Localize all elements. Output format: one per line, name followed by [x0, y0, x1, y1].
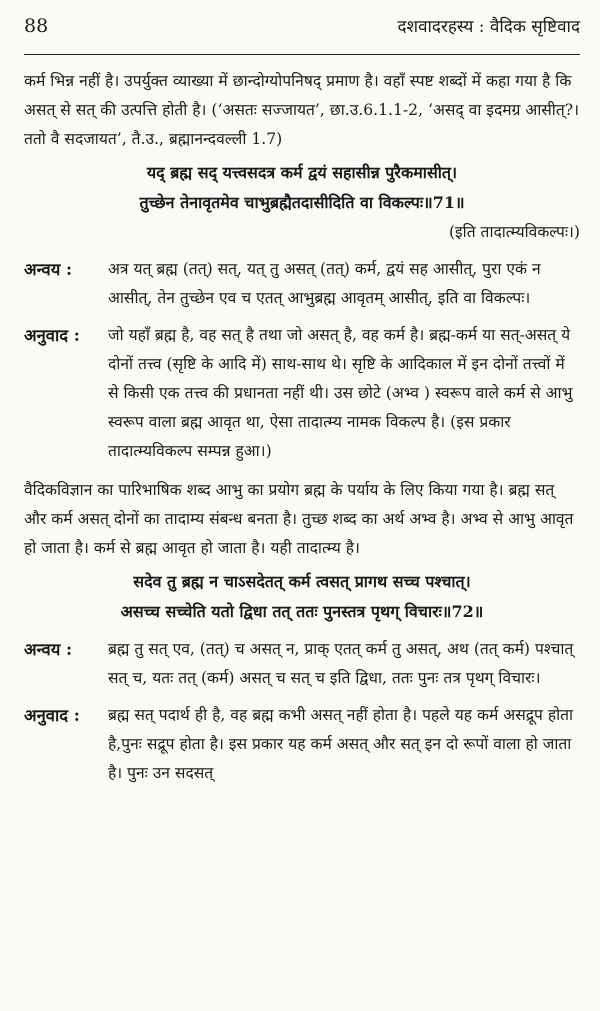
anuvad-72-label: अनुवाद :	[24, 706, 80, 725]
anvaya-71-text: अत्र यत् ब्रह्म (तत्) सत्, यत् तु असत् (तत्) कर्म, द्वयं सह आसीत्, पुरा एकं न आसीत्, तेन तुच्छेन एव च एतत् आभुब्रह्म आवृतम् आसीत्, इति वा विकल्पः।	[108, 260, 541, 307]
page-header	[24, 14, 580, 48]
verse-71-label: (इति तादात्म्यविकल्पः।)	[448, 223, 580, 241]
verse-72	[24, 567, 580, 627]
anvaya-72	[24, 635, 580, 693]
explanation-paragraph: वैदिकविज्ञान का पारिभाषिक शब्द आभु का प्रयोग ब्रह्म के पर्याय के लिए किया गया है। ब्रह्म सत् और कर्म असत् दोनों का तादाम्य संबन्ध बनता है। तुच्छ शब्द का अर्थ अभ्व है। अभ्व से आभु आवृत हो जाता है। कर्म से ब्रह्म आवृत हो जाता है। यही तादात्म्य है।	[24, 481, 574, 557]
verse-71-line-1: यद् ब्रह्म सद् यत्त्वसदत्र कर्म द्वयं सहासीन्न पुरैकमासीत्।	[146, 163, 458, 182]
anuvad-72	[24, 701, 580, 788]
verse-72-line-2: असच्च सच्चेति यतो द्विधा तत् ततः पुनस्तत्र पृथग् विचारः॥72॥	[120, 602, 484, 621]
anuvad-72-text: ब्रह्म सत् पदार्थ ही है, वह ब्रह्म कभी असत् नहीं होता है। पहले यह कर्म असद्रूप होता है,पुनः सद्रूप होता है। इस प्रकार यह कर्म असत् और सत् इन दो रूपों वाला हो जाता है। पुनः उन सदसत्	[108, 706, 574, 782]
anuvad-71-label: अनुवाद :	[24, 326, 80, 345]
anvaya-72-label: अन्वय :	[24, 640, 73, 659]
anuvad-71	[24, 321, 580, 466]
anvaya-71-label: अन्वय :	[24, 260, 73, 279]
intro-paragraph: कर्म भिन्न नहीं है। उपर्युक्त व्याख्या में छान्दोग्योपनिषद् प्रमाण है। वहाँ स्पष्ट शब्दों में कहा गया है कि असत् से सत् की उत्पत्ति होती है। (‘असतः सज्जायत’, छा.उ.6.1.1-2, ‘असद् वा इदमग्र आसीत्?। ततो वै सदजायत’, तै.उ., ब्रह्मानन्दवल्ली 1.7)	[24, 72, 580, 148]
anuvad-71-text: जो यहाँ ब्रह्म है, वह सत् है तथा जो असत् है, वह कर्म है। ब्रह्म-कर्म या सत्-असत् ये दोनों तत्त्व (सृष्टि के आदि में) साथ-साथ थे। सृष्टि के आदिकाल में इन दोनों तत्त्वों में से किसी एक तत्त्व की प्रधानता नहीं थी। उस छोटे (अभ्व ) स्वरूप वाले कर्म से आभु स्वरूप वाला ब्रह्म आवृत था, ऐसा तादात्म्य नामक विकल्प है। (इस प्रकार तादात्म्यविकल्प सम्पन्न हुआ।)	[108, 326, 573, 460]
verse-72-line-1: सदेव तु ब्रह्म न चाऽसदेतत् कर्म त्वसत् प्रागथ सच्च पश्चात्।	[133, 572, 471, 591]
running-title: दशवादरहस्य : वैदिक सृष्टिवाद	[397, 17, 580, 37]
verse-71	[24, 158, 580, 218]
anvaya-72-text: ब्रह्म तु सत् एव, (तत्) च असत् न, प्राक् एतत् कर्म तु असत्, अथ (तत् कर्म) पश्चात् सत् च, यतः तत् (कर्म) असत् च सत् च इति द्विधा, ततः पुनः तत्र पृथग् विचारः।	[108, 640, 574, 687]
verse-71-line-2: तुच्छेन तेनावृतमेव चाभुब्रह्मैतदासीदिति वा विकल्पः॥71॥	[139, 193, 465, 212]
anvaya-71	[24, 255, 580, 313]
header-rule	[24, 54, 580, 55]
page-number: 88	[24, 15, 49, 37]
